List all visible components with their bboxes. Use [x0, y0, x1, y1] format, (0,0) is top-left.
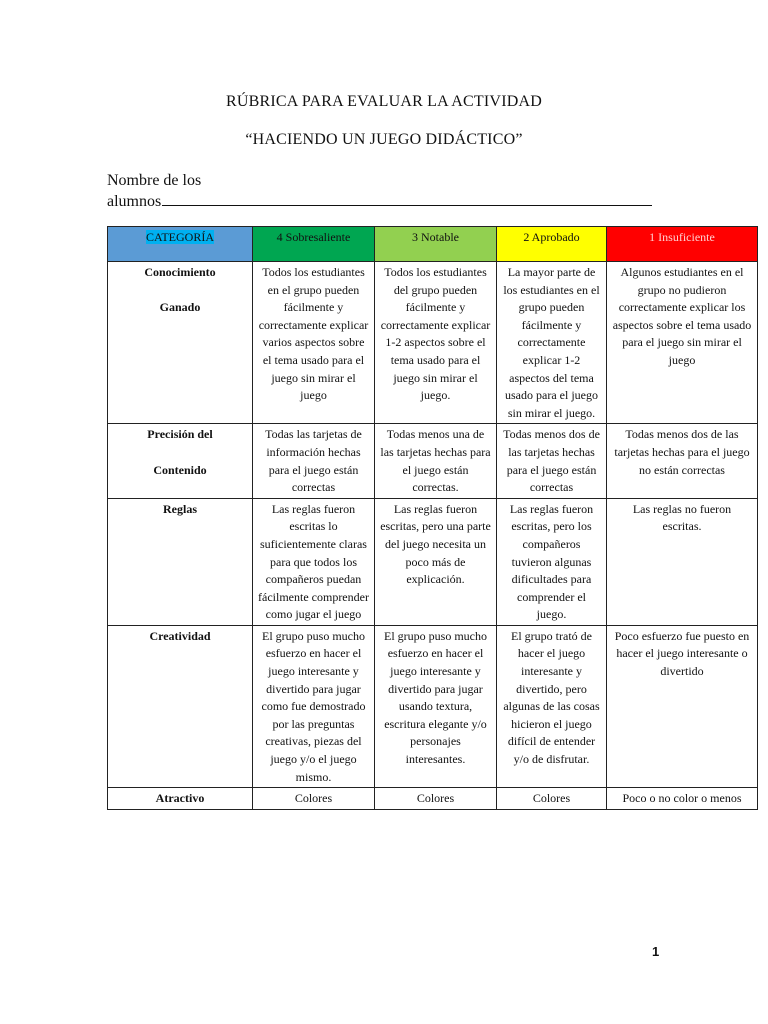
- header-insuficiente: 1 Insuficiente: [607, 227, 758, 262]
- document-title: RÚBRICA PARA EVALUAR LA ACTIVIDAD: [226, 93, 542, 110]
- criteria-cell: El grupo puso mucho esfuerzo en hacer el juego interesante y divertido para jugar usando textura, escritura elegante y/o personajes interesantes.: [375, 625, 497, 787]
- criteria-cell: Colores: [497, 788, 607, 810]
- page-number: 1: [652, 944, 660, 959]
- table-row: [108, 262, 758, 424]
- criteria-cell: Las reglas no fueron escritas.: [607, 498, 758, 625]
- criteria-cell: Colores: [375, 788, 497, 810]
- rubric-table: [107, 226, 758, 810]
- criteria-cell: Las reglas fueron escritas, pero una parte del juego necesita un poco más de explicación.: [375, 498, 497, 625]
- criteria-cell: Todas las tarjetas de información hechas para el juego están correctas: [253, 424, 375, 498]
- criteria-cell: Poco esfuerzo fue puesto en hacer el juego interesante o divertido: [607, 625, 758, 787]
- criteria-cell: Algunos estudiantes en el grupo no pudieron correctamente explicar los aspectos sobre el tema usado para el juego sin mirar el juego: [607, 262, 758, 424]
- header-notable: 3 Notable: [375, 227, 497, 262]
- criteria-cell: Las reglas fueron escritas lo suficientemente claras para que todos los compañeros puedan fácilmente comprender como jugar el juego: [253, 498, 375, 625]
- criteria-cell: El grupo puso mucho esfuerzo en hacer el juego interesante y divertido para jugar como fue demostrado por las preguntas creativas, piezas del juego y/o el juego mismo.: [253, 625, 375, 787]
- criteria-cell: Todos los estudiantes en el grupo pueden fácilmente y correctamente explicar varios aspectos sobre el tema usado para el juego sin mirar el juego: [253, 262, 375, 424]
- criteria-cell: Todos los estudiantes del grupo pueden fácilmente y correctamente explicar 1-2 aspectos sobre el tema usado para el juego sin mirar el juego.: [375, 262, 497, 424]
- criteria-cell: Todas menos una de las tarjetas hechas para el juego están correctas.: [375, 424, 497, 498]
- category-cell: Conocimiento Ganado: [108, 262, 253, 424]
- table-row: [108, 625, 758, 787]
- header-sobresaliente: 4 Sobresaliente: [253, 227, 375, 262]
- student-name-label-line1: Nombre de los: [107, 172, 202, 189]
- header-aprobado: 2 Aprobado: [497, 227, 607, 262]
- student-name-blank-line: [162, 191, 652, 206]
- criteria-cell: Todas menos dos de las tarjetas hechas para el juego no están correctas: [607, 424, 758, 498]
- table-row: [108, 788, 758, 810]
- criteria-cell: Las reglas fueron escritas, pero los compañeros tuvieron algunas dificultades para comprender el juego.: [497, 498, 607, 625]
- student-name-label-line2: alumnos: [107, 193, 162, 210]
- category-cell: Precisión del Contenido: [108, 424, 253, 498]
- category-cell: Reglas: [108, 498, 253, 625]
- category-cell: Atractivo: [108, 788, 253, 810]
- criteria-cell: Todas menos dos de las tarjetas hechas para el juego están correctas: [497, 424, 607, 498]
- student-name-field: [107, 170, 667, 212]
- criteria-cell: Colores: [253, 788, 375, 810]
- table-row: [108, 498, 758, 625]
- category-cell: Creatividad: [108, 625, 253, 787]
- rubric-header-row: [108, 227, 758, 262]
- criteria-cell: La mayor parte de los estudiantes en el grupo pueden fácilmente y correctamente explicar 1-2 aspectos del tema usado para el juego sin mirar el juego.: [497, 262, 607, 424]
- document-subtitle: “HACIENDO UN JUEGO DIDÁCTICO”: [245, 131, 523, 148]
- table-row: [108, 424, 758, 498]
- header-categoria: CATEGORÍA: [108, 227, 253, 262]
- criteria-cell: El grupo trató de hacer el juego interesante y divertido, pero algunas de las cosas hicieron el juego difícil de entender y/o de disfrutar.: [497, 625, 607, 787]
- criteria-cell: Poco o no color o menos: [607, 788, 758, 810]
